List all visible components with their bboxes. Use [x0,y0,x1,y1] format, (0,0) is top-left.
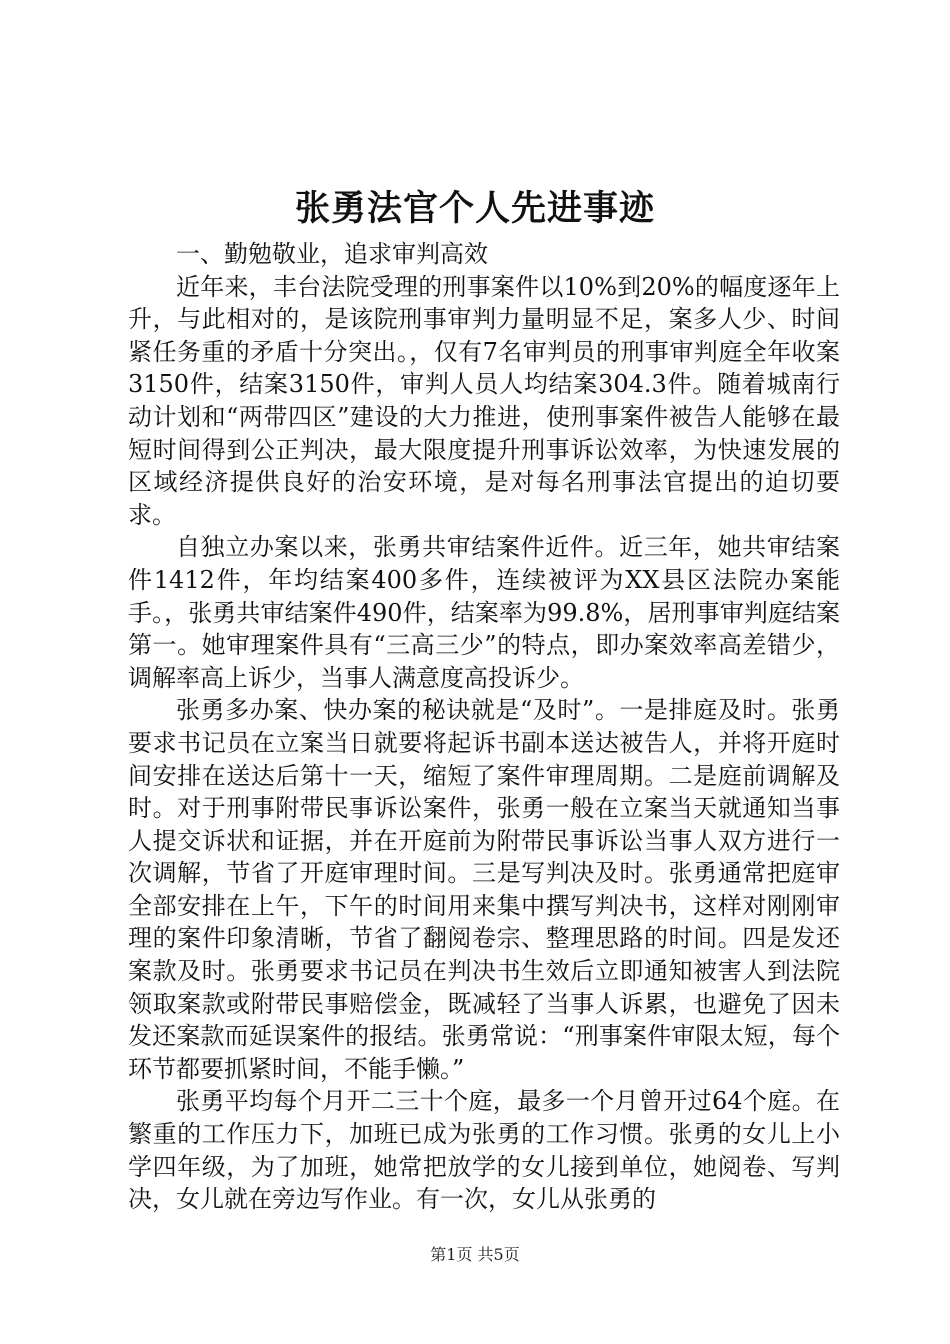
paragraph: 近年来，丰台法院受理的刑事案件以10%到20%的幅度逐年上升，与此相对的，是该院刑事审判力量明显不足，案多人少、时间紧任务重的矛盾十分突出。，仅有7名审判员的刑事审判庭全年收案3150件，结案3150件，审判人员人均结案304.3件。随着城南行动计划和“两带四区”建设的大力推进，使刑事案件被告人能够在最短时间得到公正判决，最大限度提升刑事诉讼效率，为快速发展的区域经济提供良好的治安环境，是对每名刑事法官提出的迫切要求。 [128,272,840,529]
document-body [128,238,840,1216]
paragraph: 自独立办案以来，张勇共审结案件近件。近三年，她共审结案件1412件，年均结案400多件，连续被评为XX县区法院办案能手。，张勇共审结案件490件，结案率为99.8%，居刑事审判庭结案第一。她审理案件具有“三高三少”的特点，即办案效率高差错少，调解率高上诉少，当事人满意度高投诉少。 [128,533,840,692]
paragraph: 张勇多办案、快办案的秘诀就是“及时”。一是排庭及时。张勇要求书记员在立案当日就要将起诉书副本送达被告人，并将开庭时间安排在送达后第十一天，缩短了案件审理周期。二是庭前调解及时。对于刑事附带民事诉讼案件，张勇一般在立案当天就通知当事人提交诉状和证据，并在开庭前为附带民事诉讼当事人双方进行一次调解，节省了开庭审理时间。三是写判决及时。张勇通常把庭审全部安排在上午，下午的时间用来集中撰写判决书，这样对刚刚审理的案件印象清晰，节省了翻阅卷宗、整理思路的时间。四是发还案款及时。张勇要求书记员在判决书生效后立即通知被害人到法院领取案款或附带民事赔偿金，既减轻了当事人诉累，也避免了因未发还案款而延误案件的报结。张勇常说：“刑事案件审限太短，每个环节都要抓紧时间，不能手懒。” [128,696,840,1083]
page-footer: 第1页 共5页 [430,1245,520,1264]
document-title: 张勇法官个人先进事迹 [294,188,655,229]
section-heading: 一、勤勉敬业，追求审判高效 [176,240,488,268]
paragraph: 张勇平均每个月开二三十个庭，最多一个月曾开过64个庭。在繁重的工作压力下，加班已成为张勇的工作习惯。张勇的女儿上小学四年级，为了加班，她常把放学的女儿接到单位，她阅卷、写判决，女儿就在旁边写作业。有一次，女儿从张勇的 [128,1087,840,1214]
